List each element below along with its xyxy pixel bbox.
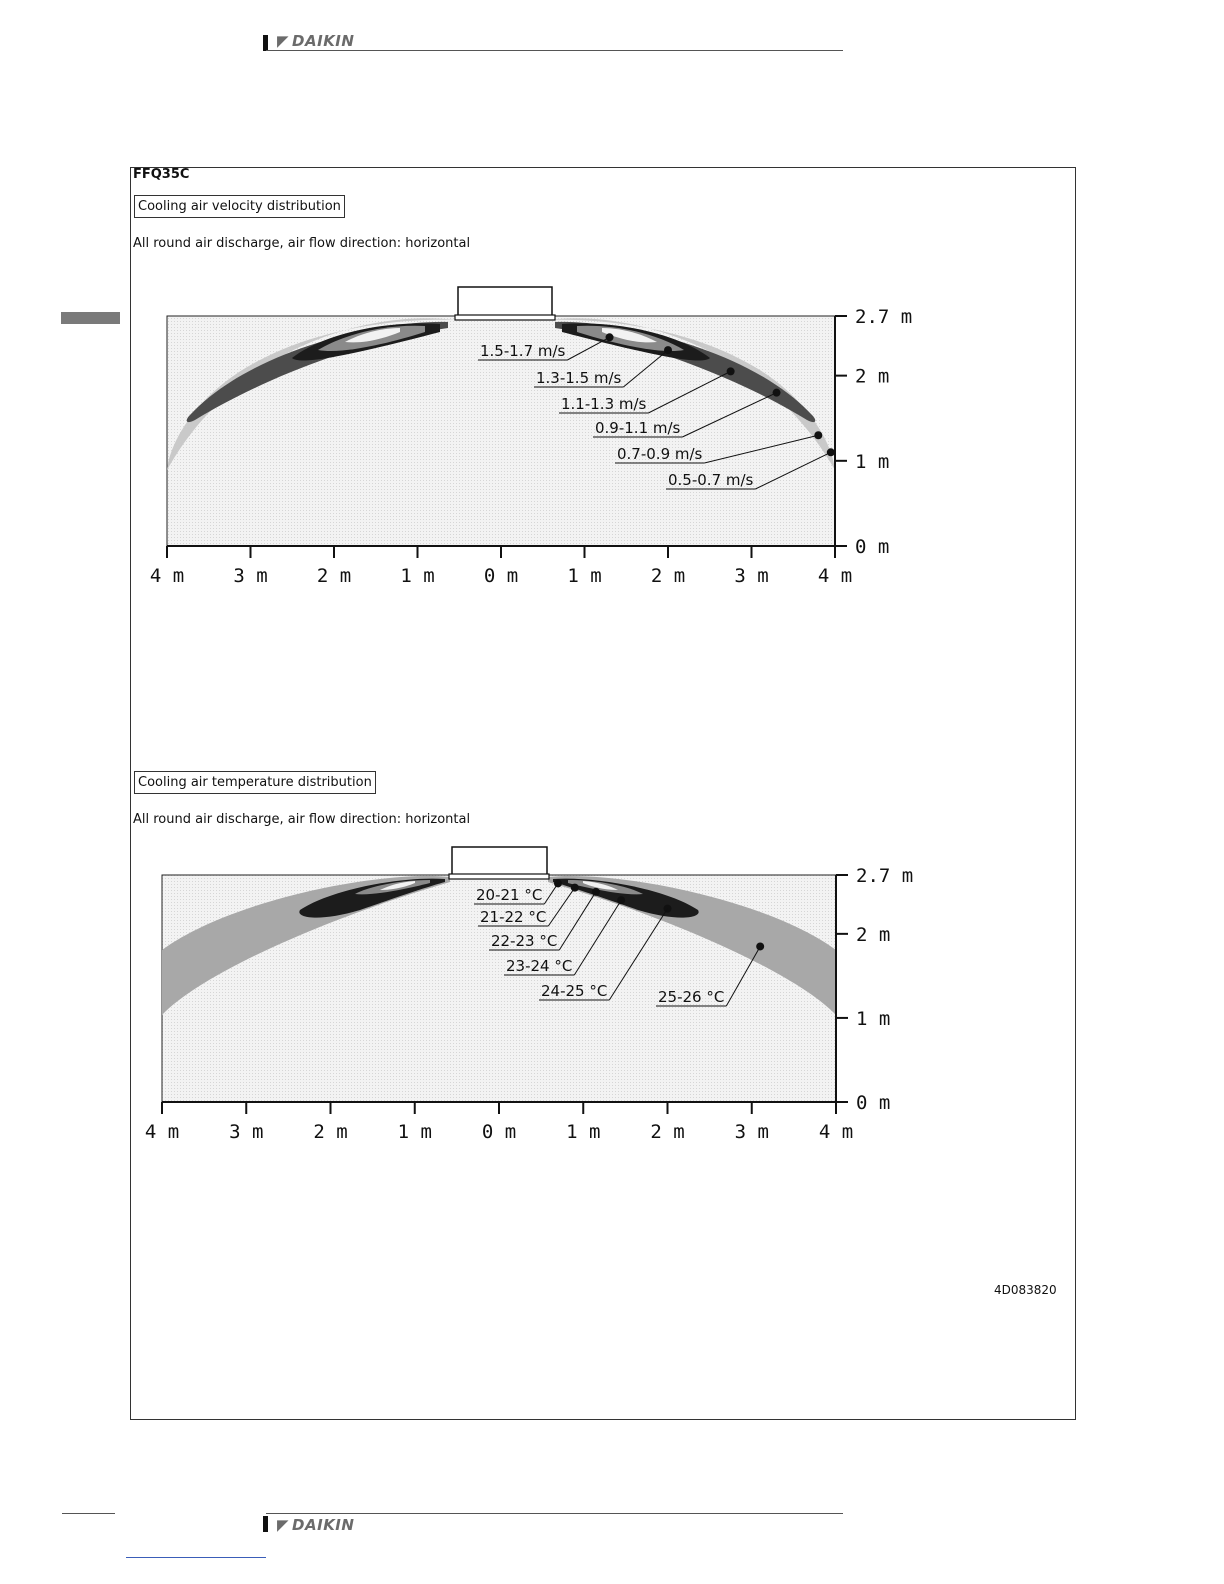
footer-brand-text: DAIKIN [292, 1516, 355, 1534]
temperature-indoor-unit [452, 847, 547, 877]
daikin-mark-icon: ◤ [277, 1516, 290, 1534]
x-tick-label: 2 m [650, 565, 686, 587]
y-tick-label: 0 m [856, 1092, 891, 1114]
velocity-x-axis [150, 546, 852, 587]
velocity-section-subtitle: All round air discharge, air flow direction: horizontal [133, 236, 471, 251]
footer-left-rule [62, 1513, 115, 1514]
y-tick-label: 1 m [856, 1007, 891, 1030]
zone-marker [727, 367, 735, 375]
footer-daikin-logo [277, 1516, 354, 1534]
y-tick-label: 2.7 m [855, 306, 913, 328]
y-tick-label: 2 m [856, 923, 891, 946]
x-tick-label: 1 m [400, 565, 435, 587]
x-tick-label: 1 m [397, 1121, 432, 1143]
zone-label: 23-24 °C [506, 957, 573, 975]
temperature-y-axis [836, 865, 913, 1114]
x-tick-label: 1 m [567, 565, 602, 587]
velocity-section-title: Cooling air velocity distribution [134, 195, 345, 218]
velocity-indoor-unit [458, 287, 552, 317]
zone-label: 1.5-1.7 m/s [480, 342, 566, 360]
x-tick-label: 4 m [817, 565, 853, 587]
zone-label: 21-22 °C [480, 908, 547, 926]
header-rule [266, 50, 843, 51]
x-tick-label: 3 m [734, 1121, 769, 1143]
zone-label: 25-26 °C [658, 988, 725, 1006]
zone-label: 0.7-0.9 m/s [617, 445, 703, 463]
x-tick-label: 4 m [144, 1121, 180, 1143]
footer-rule [266, 1513, 843, 1514]
temperature-section-subtitle: All round air discharge, air flow direction: horizontal [133, 812, 471, 827]
x-tick-label: 2 m [313, 1121, 348, 1143]
zone-label: 20-21 °C [476, 886, 543, 904]
temperature-x-axis [145, 1102, 853, 1143]
y-tick-label: 2 m [855, 365, 890, 388]
velocity-y-axis [835, 306, 912, 558]
x-tick-label: 2 m [316, 565, 352, 587]
x-tick-label: 3 m [734, 565, 769, 587]
temperature-section-title: Cooling air temperature distribution [134, 771, 376, 794]
zone-label: 24-25 °C [541, 982, 608, 1000]
zone-marker [756, 942, 764, 950]
header-brand-text: DAIKIN [292, 32, 355, 50]
temperature-chart [0, 830, 960, 1170]
x-tick-label: 2 m [650, 1121, 685, 1143]
x-tick-label: 4 m [149, 565, 185, 587]
footer-brand-bar [263, 1516, 268, 1532]
header-daikin-logo [277, 32, 354, 50]
footer-link-underline [126, 1557, 266, 1558]
header-brand-bar [263, 35, 268, 51]
x-tick-label: 0 m [481, 1121, 517, 1143]
zone-label: 0.5-0.7 m/s [668, 471, 754, 489]
y-tick-label: 2.7 m [856, 865, 914, 887]
zone-label: 1.1-1.3 m/s [561, 395, 647, 413]
x-tick-label: 3 m [229, 1121, 264, 1143]
zone-label: 1.3-1.5 m/s [536, 369, 622, 387]
document-code: 4D083820 [994, 1283, 1057, 1297]
zone-label: 22-23 °C [491, 932, 558, 950]
x-tick-label: 3 m [233, 565, 268, 587]
zone-label: 0.9-1.1 m/s [595, 419, 681, 437]
y-tick-label: 0 m [855, 536, 890, 558]
velocity-unit-panel [455, 315, 555, 320]
zone-marker [571, 884, 579, 892]
model-title: FFQ35C [133, 167, 190, 182]
temperature-unit-panel [449, 874, 549, 879]
zone-marker [773, 389, 781, 397]
x-tick-label: 1 m [566, 1121, 601, 1143]
x-tick-label: 4 m [818, 1121, 854, 1143]
velocity-chart [0, 270, 960, 610]
x-tick-label: 0 m [483, 565, 519, 587]
daikin-mark-icon: ◤ [277, 32, 290, 50]
y-tick-label: 1 m [855, 450, 890, 473]
